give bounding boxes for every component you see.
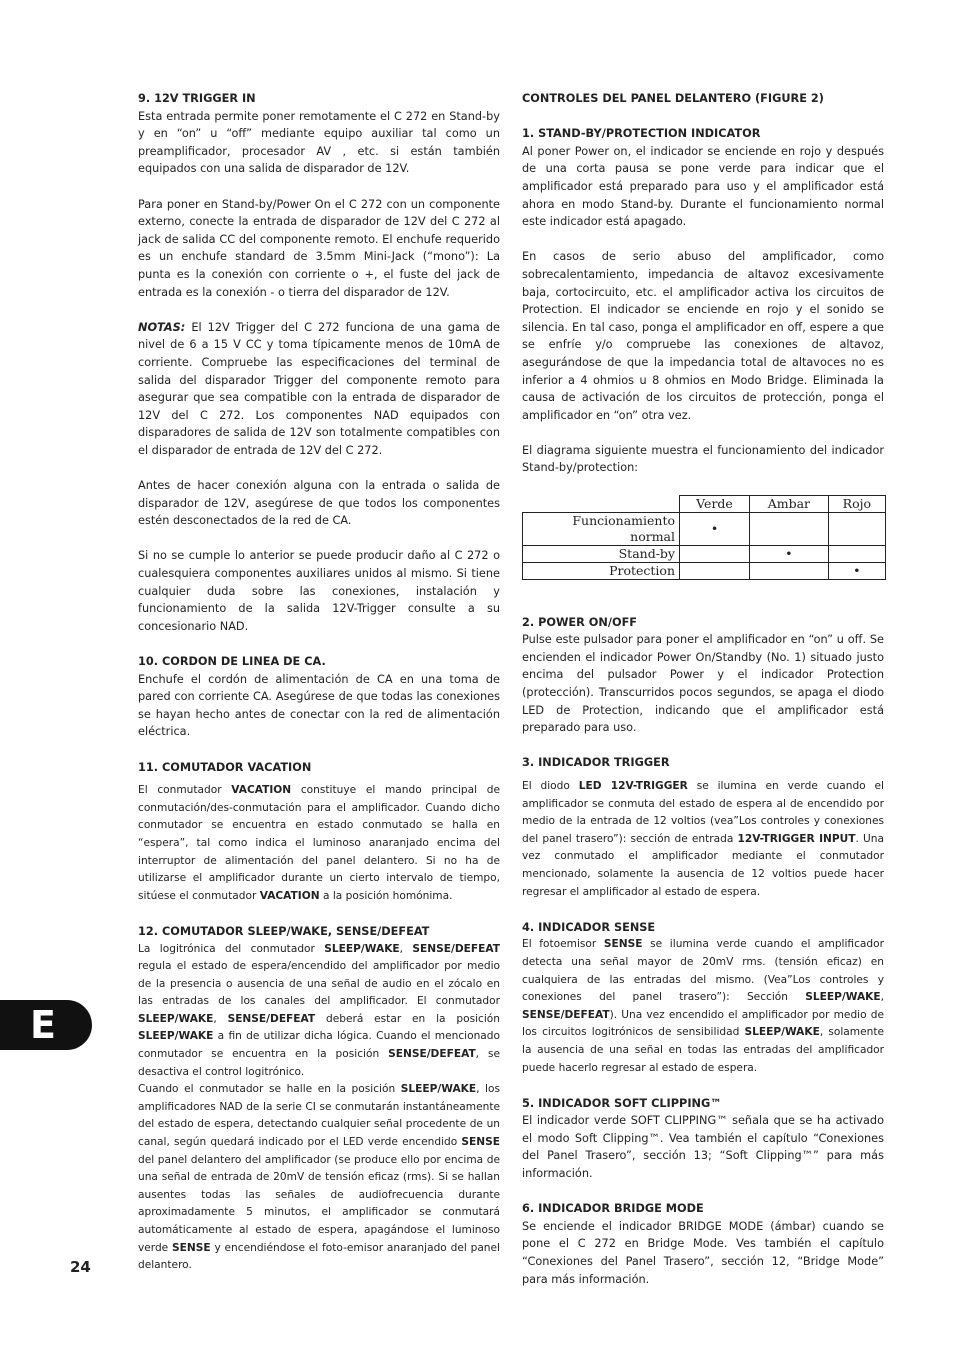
table-header: Ambar [750, 495, 829, 512]
text-run: , los amplificadores NAD de la serie CI se conmutarán instantáneamente del estado de espera, detectando cualquier señal procedente de un canal, según quedará indicado por el LED verde encendido [138, 1083, 500, 1149]
table-corner [523, 495, 680, 512]
bold-term: 12V-TRIGGER INPUT [737, 832, 856, 845]
language-tab-letter: E [30, 1003, 56, 1047]
row-label: Funcionamiento normal [523, 512, 680, 545]
text-run: , [399, 942, 413, 955]
text-run: Cuando el conmutador se halle en la posición [138, 1083, 401, 1096]
bold-term: LED 12V-TRIGGER [578, 780, 688, 792]
text-run: constituye el mando principal de conmutación/des-conmutación para el amplificador. Cuando dicho conmutador se encuentra en estado conmutado se halla en “espera”, tal como indica el luminoso anaranjado encima del interruptor de alimentación del panel delantero. Si no ha de utilizarse el amplificador durante un cierto intervalo de tiempo, sitúese el conmutador [138, 784, 500, 902]
section-9-paragraph-1: Esta entrada permite poner remotamente el C 272 en Stand-by y en “on” u “off” mediante equipo auxiliar tal como un preamplificador, procesador AV , etc. si están también equipados con una salida de disparador de 12V. [138, 109, 500, 176]
section-11-title: 11. COMUTADOR VACATION [138, 760, 312, 774]
table-cell [750, 562, 829, 579]
section-1-paragraph-2: En casos de serio abuso del amplificador, como sobrecalentamiento, impedancia de altavoz excesivamente baja, cortocircuito, etc. el amplificador activa los circuitos de Protection. El indicador se enciende en rojo y el sonido se silencia. En tal caso, ponga el amplificador en off, espere a que se enfríe y/o compruebe las conexiones de altavoz, asegurándose de que la impedancia total de altavoces no es inferior a 4 ohmios u 8 ohmios en Modo Bridge. Eliminada la causa de activación de los circuitos de protección, ponga el amplificador en “on” otra vez. [522, 250, 884, 422]
table-row [523, 512, 886, 545]
row-label: Stand-by [523, 545, 680, 562]
text-run: a fin de utilizar dicha lógica. Cuando el mencionado conmutador se encuentra en la posición [138, 1030, 500, 1061]
text-run: , solamente la ausencia de una señal en todas las entradas del amplificador puede hacerlo regresar al estado de espera. [522, 1026, 884, 1074]
bold-term: VACATION [231, 784, 292, 797]
text-run: El conmutador [138, 784, 232, 797]
table-row [523, 562, 886, 579]
text-run: y encendiéndose el foto-emisor anaranjado del panel delantero. [138, 1241, 500, 1272]
section-3-title: 3. INDICADOR TRIGGER [522, 756, 670, 770]
section-9-paragraph-2: Para poner en Stand-by/Power On el C 272 con un componente externo, conecte la entrada de disparador de 12V del C 272 al jack de salida CC del componente remoto. El enchufe requerido es un enchufe standard de 3.5mm Mini-Jack (“mono”): La punta es la conexión con corriente o +, el fuste del jack de entrada es la conexión - o tierra del disparador de 12V. [138, 197, 500, 299]
section-1-paragraph-3: El diagrama siguiente muestra el funcionamiento del indicador Stand-by/protection: [522, 443, 884, 475]
bold-term: SENSE [461, 1136, 500, 1149]
page-number: 24 [70, 1258, 91, 1276]
section-9-title: 9. 12V TRIGGER IN [138, 92, 256, 105]
section-10-title: 10. CORDON DE LINEA DE CA. [138, 655, 326, 668]
right-column [522, 90, 884, 1306]
table-cell: • [680, 512, 750, 545]
language-tab [0, 1000, 92, 1050]
section-2-paragraph: Pulse este pulsador para poner el amplificador en “on” u off. Se encienden el indicador Power On/Standby (No. 1) situado justo encima del pulsador Power y el indicador Protection (protección). Transcurridos pocos segundos, se apaga el diodo LED de Protection, indicando que el amplificador está preparado para uso. [522, 633, 884, 735]
section-11-paragraph [138, 782, 500, 905]
text-run: , [880, 991, 884, 1004]
bold-term: SLEEP/WAKE [324, 942, 400, 955]
section-9-notes [138, 319, 500, 460]
table-cell [828, 545, 885, 562]
bold-term: SENSE/DEFEAT [227, 1012, 316, 1025]
table-cell: • [750, 545, 829, 562]
section-5-title: 5. INDICADOR SOFT CLIPPING™ [522, 1096, 722, 1110]
text-run: ). Una vez encendido el amplificador por medio de los circuitos logitrónicos de sensibilidad [522, 1008, 884, 1039]
section-3-paragraph [522, 778, 884, 901]
table-header: Rojo [828, 495, 885, 512]
bold-term: SLEEP/WAKE [138, 1030, 214, 1043]
text-run: El diodo [522, 780, 579, 792]
text-run: deberá estar en la posición [315, 1012, 500, 1025]
section-2-title: 2. POWER ON/OFF [522, 615, 637, 629]
text-run: del panel delantero del amplificador (se produce ello por encima de una señal de entrada de 20mV de tensión eficaz (rms). Si se hallan ausentes todas las señales de audiofrecuencia durante aproximadamente 5 minutos, el amplificador se conmutará automáticamente al estado de espera, apagándose el luminoso verde [138, 1153, 500, 1254]
table-header: Verde [680, 495, 750, 512]
section-4-title: 4. INDICADOR SENSE [522, 920, 656, 934]
table-cell: • [828, 562, 885, 579]
table-row [523, 545, 886, 562]
table-header-row [523, 495, 886, 512]
section-9-paragraph-5: Si no se cumple lo anterior se puede producir daño al C 272 o cualesquiera componentes auxiliares unidos al mismo. Si tiene cualquier duda sobre las conexiones, instalación y funcionamiento de la salida 12V-Trigger consulte a su concesionario NAD. [138, 549, 500, 633]
section-10-paragraph: Enchufe el cordón de alimentación de CA en una toma de pared con corriente CA. Asegúrese de que todas las conexiones se hayan hecho antes de conectar con la red de alimentación eléctrica. [138, 672, 500, 739]
bold-term: SENSE/DEFEAT [522, 1008, 610, 1021]
front-panel-heading: CONTROLES DEL PANEL DELANTERO (FIGURE 2) [522, 92, 824, 105]
table-cell [750, 512, 829, 545]
table-cell [680, 545, 750, 562]
left-column [138, 90, 500, 1292]
section-12-paragraph-2 [138, 1081, 500, 1275]
bold-term: SENSE [172, 1241, 211, 1254]
section-9-paragraph-4: Antes de hacer conexión alguna con la entrada o salida de disparador de 12V, asegúrese de que todos los componentes estén desconectados de la red de CA. [138, 479, 500, 528]
indicator-table [522, 495, 886, 580]
text-run: a la posición homónima. [319, 889, 453, 902]
section-5-paragraph: El indicador verde SOFT CLIPPING™ señala que se ha activado el modo Soft Clipping™. Vea también el capítulo “Conexiones del Panel Trasero”, sección 13; “Soft Clipping™” para más información. [522, 1114, 884, 1181]
bold-term: SLEEP/WAKE [138, 1012, 214, 1025]
text-run: , [213, 1012, 228, 1025]
row-label: Protection [523, 562, 680, 579]
bold-term: SENSE [603, 938, 643, 951]
section-6-title: 6. INDICADOR BRIDGE MODE [522, 1202, 704, 1216]
bold-term: SLEEP/WAKE [805, 991, 881, 1004]
notes-label: NOTAS: [138, 320, 186, 334]
section-12-paragraph-1 [138, 941, 500, 1082]
section-4-paragraph [522, 936, 884, 1077]
table-cell [828, 512, 885, 545]
table-cell [680, 562, 750, 579]
text-run: , se desactiva el control logitrónico. [138, 1048, 500, 1078]
text-run: regula el estado de espera/encendido del amplificador por medio de la presencia o ausencia de una señal de audio en el zócalo en las entradas de los canales del amplificador. El conmutador [138, 960, 500, 1008]
section-12-title: 12. COMUTADOR SLEEP/WAKE, SENSE/DEFEAT [138, 924, 430, 938]
section-1-paragraph-1: Al poner Power on, el indicador se enciende en rojo y después de una corta pausa se pone verde para indicar que el amplificador está preparado para uso y el amplificador está ahora en modo Stand-by. Durante el funcionamiento normal este indicador está apagado. [522, 144, 884, 229]
text-run: se ilumina en verde cuando el amplificador se conmuta del estado de espera al de encendido por medio de la entrada de 12 voltios (vea”Los controles y conexiones del panel trasero”): sección de entrada [522, 780, 884, 845]
section-1-title: 1. STAND-BY/PROTECTION INDICATOR [522, 127, 761, 141]
text-run: se ilumina verde cuando el amplificador detecta una señal mayor de 20mV rms. (tensión eficaz) en cualquiera de las entradas del mismo. (Vea”Los controles y conexiones del panel trasero”): Sección [522, 938, 884, 1004]
text-run: . Una vez conmutado el amplificador mediante el conmutador mencionado, solamente la ausencia de 12 voltios puede hacer regresar el amplificador al estado de espera. [522, 832, 884, 898]
text-run: El fotoemisor [522, 938, 604, 951]
section-6-paragraph: Se enciende el indicador BRIDGE MODE (ámbar) cuando se pone el C 272 en Bridge Mode. Ves también el capítulo “Conexiones del Panel Trasero”, sección 12, “Bridge Mode” para más información. [522, 1219, 884, 1286]
bold-term: SENSE/DEFEAT [412, 942, 500, 955]
notes-text: El 12V Trigger del C 272 funciona de una gama de nivel de 6 a 15 V CC y toma típicamente menos de 10mA de corriente. Compruebe las especificaciones del terminal de salida del disparador Trigger del componente remoto para asegurar que sea compatible con la entrada de disparador de 12V del C 272. Los componentes NAD equipados con disparadores de salida de 12V son totalmente compatibles con el disparador de entrada de 12V del C 272. [138, 320, 500, 457]
bold-term: SLEEP/WAKE [744, 1026, 820, 1039]
bold-term: VACATION [259, 889, 320, 902]
text-run: La logitrónica del conmutador [138, 942, 325, 955]
bold-term: SLEEP/WAKE [400, 1083, 477, 1096]
bold-term: SENSE/DEFEAT [388, 1048, 476, 1061]
